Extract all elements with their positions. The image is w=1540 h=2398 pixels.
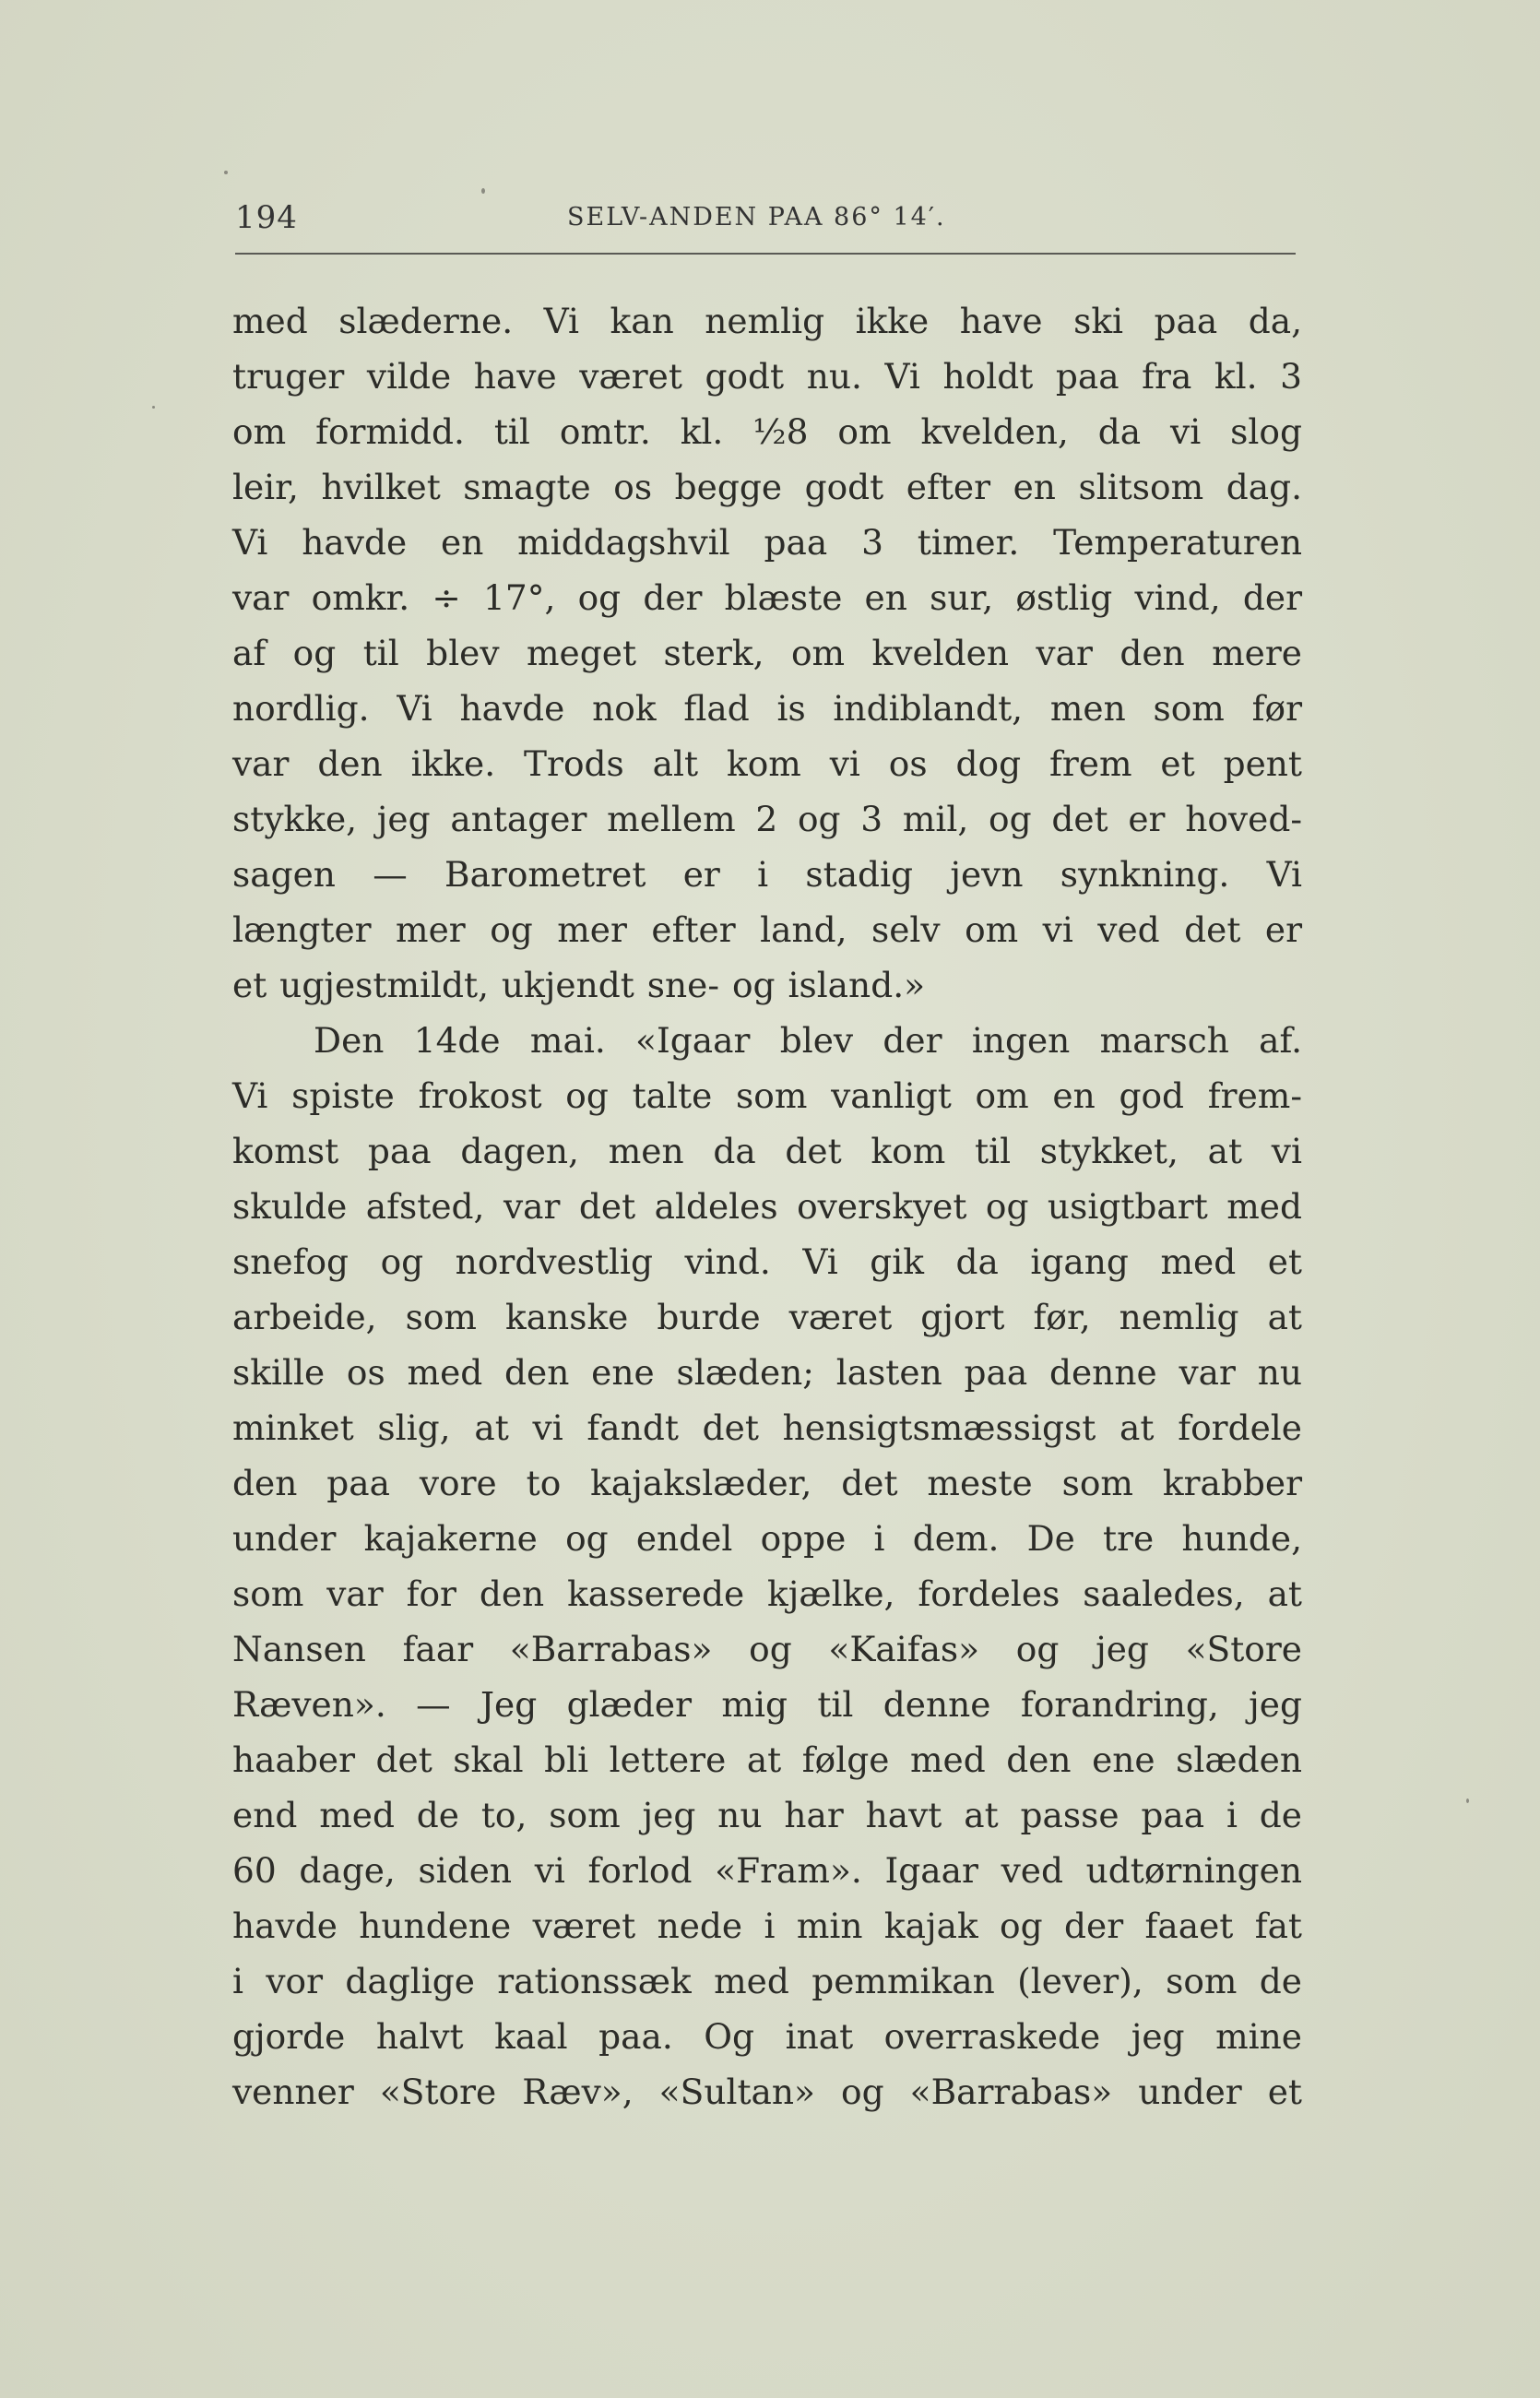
paper-speck	[481, 188, 485, 194]
text-line: havde hundene været nede i min kajak og der faaet fat	[232, 1905, 1302, 1946]
text-line: et ugjestmildt, ukjendt sne- og island.»	[232, 965, 926, 1005]
running-title: SELV-ANDEN PAA 86° 14′.	[567, 203, 946, 231]
text-line: som var for den kasserede kjælke, fordeles saaledes, at	[232, 1573, 1302, 1614]
page-header	[235, 196, 1296, 242]
body-text	[232, 293, 1302, 2119]
text-line: længter mer og mer efter land, selv om vi ved det er	[232, 909, 1302, 950]
text-line: Vi havde en middagshvil paa 3 timer. Temperaturen	[232, 522, 1302, 563]
text-line: Ræven». — Jeg glæder mig til denne forandring, jeg	[232, 1684, 1302, 1725]
text-line: sagen — Barometret er i stadig jevn synkning. Vi	[232, 854, 1302, 895]
paper-speck	[224, 171, 228, 174]
text-line: minket slig, at vi fandt det hensigtsmæssigst at fordele	[232, 1407, 1302, 1448]
text-line: nordlig. Vi havde nok flad is indiblandt, men som før	[232, 688, 1302, 729]
text-line: var omkr. ÷ 17°, og der blæste en sur, østlig vind, der	[232, 577, 1302, 618]
text-line: end med de to, som jeg nu har havt at passe paa i de	[232, 1795, 1302, 1835]
paper-speck	[152, 406, 155, 409]
text-line: Vi spiste frokost og talte som vanligt om en god frem-	[232, 1075, 1302, 1116]
text-line: snefog og nordvestlig vind. Vi gik da igang med et	[232, 1241, 1302, 1282]
text-line: venner «Store Ræv», «Sultan» og «Barrabas» under et	[232, 2072, 1302, 2112]
text-line-indented: Den 14de mai. «Igaar blev der ingen marsch af.	[314, 1020, 1302, 1061]
text-line: skulde afsted, var det aldeles overskyet og usigtbart med	[232, 1186, 1302, 1227]
text-line: den paa vore to kajakslæder, det meste som krabber	[232, 1463, 1302, 1503]
paper-speck	[1466, 1798, 1469, 1803]
text-line: 60 dage, siden vi forlod «Fram». Igaar ved udtørningen	[232, 1850, 1302, 1891]
text-line: under kajakerne og endel oppe i dem. De tre hunde,	[232, 1518, 1302, 1559]
header-rule	[235, 253, 1296, 255]
text-line: leir, hvilket smagte os begge godt efter en slitsom dag.	[232, 467, 1302, 507]
text-line: skille os med den ene slæden; lasten paa denne var nu	[232, 1352, 1302, 1393]
text-line: gjorde halvt kaal paa. Og inat overraskede jeg mine	[232, 2016, 1302, 2057]
page-number: 194	[235, 199, 298, 236]
text-line: Nansen faar «Barrabas» og «Kaifas» og jeg «Store	[232, 1629, 1302, 1669]
text-line: i vor daglige rationssæk med pemmikan (lever), som de	[232, 1961, 1302, 2001]
text-line: truger vilde have været godt nu. Vi holdt paa fra kl. 3	[232, 356, 1302, 397]
text-line: med slæderne. Vi kan nemlig ikke have ski paa da,	[232, 301, 1302, 341]
text-line: af og til blev meget sterk, om kvelden var den mere	[232, 633, 1302, 673]
text-line: om formidd. til omtr. kl. ½8 om kvelden, da vi slog	[232, 411, 1302, 452]
text-line: haaber det skal bli lettere at følge med den ene slæden	[232, 1739, 1302, 1780]
text-line: stykke, jeg antager mellem 2 og 3 mil, og det er hoved-	[232, 799, 1302, 839]
text-line: arbeide, som kanske burde været gjort før, nemlig at	[232, 1297, 1302, 1337]
text-line: var den ikke. Trods alt kom vi os dog frem et pent	[232, 743, 1302, 784]
text-line: komst paa dagen, men da det kom til stykket, at vi	[232, 1131, 1302, 1171]
